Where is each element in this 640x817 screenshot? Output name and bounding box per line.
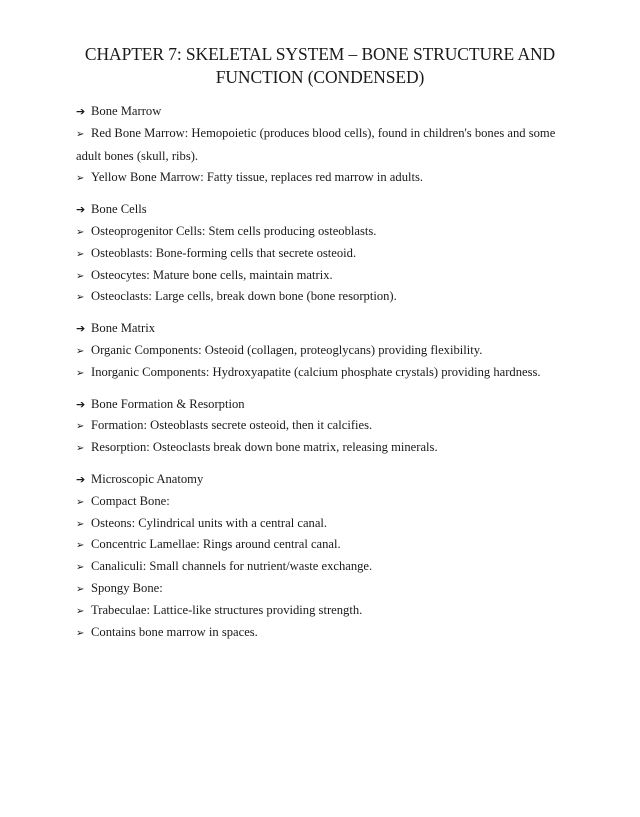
bullet-arrowhead-icon: ➢ — [76, 270, 85, 282]
bullet-arrowhead-icon: ➢ — [76, 627, 85, 639]
section-heading — [76, 469, 596, 491]
arrow-right-icon: ➔ — [76, 322, 86, 336]
arrow-right-icon: ➔ — [76, 397, 86, 411]
list-item-text: Organic Components: Osteoid (collagen, proteoglycans) providing flexibility. — [91, 342, 483, 357]
list-item — [76, 167, 596, 189]
list-item-text: Spongy Bone: — [91, 580, 163, 595]
section — [76, 394, 596, 459]
bullet-arrowhead-icon: ➢ — [76, 443, 85, 455]
section-heading-text: Microscopic Anatomy — [91, 471, 204, 486]
bullet-arrowhead-icon: ➢ — [76, 583, 85, 595]
list-item — [76, 556, 596, 578]
section-heading — [76, 199, 596, 221]
title-line-1: CHAPTER 7: SKELETAL SYSTEM – BONE STRUCTURE AND — [84, 44, 556, 64]
list-item — [76, 622, 596, 644]
section-heading-text: Bone Marrow — [91, 104, 162, 118]
bullet-arrowhead-icon: ➢ — [76, 292, 85, 304]
list-item — [76, 221, 596, 243]
bullet-arrowhead-icon: ➢ — [76, 496, 85, 508]
list-item — [76, 340, 596, 362]
bullet-arrowhead-icon: ➢ — [76, 540, 85, 552]
list-item-text: Formation: Osteoblasts secrete osteoid, then it calcifies. — [91, 418, 373, 433]
arrow-right-icon: ➔ — [76, 203, 86, 217]
list-item — [76, 491, 596, 513]
list-item-text: Red Bone Marrow: Hemopoietic (produces blood cells), found in children's bones and some adult bones (skull, ribs). — [76, 125, 556, 163]
section-heading — [76, 101, 596, 123]
title-line-2: FUNCTION (CONDENSED) — [215, 67, 425, 87]
bullet-arrowhead-icon: ➢ — [76, 128, 85, 140]
list-item — [76, 286, 596, 308]
section-heading-text: Bone Formation & Resorption — [91, 396, 245, 411]
list-item-text: Osteocytes: Mature bone cells, maintain matrix. — [91, 267, 333, 282]
list-item-text: Osteoblasts: Bone-forming cells that secrete osteoid. — [91, 245, 357, 260]
section — [76, 101, 596, 189]
document-body — [76, 101, 596, 653]
section — [76, 469, 596, 643]
section — [76, 199, 596, 308]
list-item — [76, 513, 596, 535]
list-item-text: Osteons: Cylindrical units with a central canal. — [91, 515, 328, 530]
list-item-text: Canaliculi: Small channels for nutrient/waste exchange. — [91, 559, 373, 574]
bullet-arrowhead-icon: ➢ — [76, 248, 85, 260]
list-item — [76, 578, 596, 600]
page-title — [60, 43, 580, 89]
section-heading-text: Bone Cells — [91, 202, 147, 217]
list-item-text: Resorption: Osteoclasts break down bone matrix, releasing minerals. — [91, 440, 438, 455]
bullet-arrowhead-icon: ➢ — [76, 367, 85, 379]
list-item-text: Inorganic Components: Hydroxyapatite (calcium phosphate crystals) providing hardness. — [91, 364, 541, 379]
list-item — [76, 265, 596, 287]
list-item-text: Contains bone marrow in spaces. — [91, 624, 258, 639]
list-item — [76, 600, 596, 622]
list-item-text: Concentric Lamellae: Rings around central canal. — [91, 537, 341, 552]
arrow-right-icon: ➔ — [76, 105, 86, 118]
section-heading-text: Bone Matrix — [91, 321, 156, 336]
list-item-text: Trabeculae: Lattice-like structures providing strength. — [91, 602, 363, 617]
bullet-arrowhead-icon: ➢ — [76, 173, 85, 185]
list-item — [76, 362, 596, 384]
list-item — [76, 123, 576, 168]
list-item — [76, 415, 596, 437]
list-item-text: Compact Bone: — [91, 493, 170, 508]
bullet-arrowhead-icon: ➢ — [76, 518, 85, 530]
list-item — [76, 534, 596, 556]
bullet-arrowhead-icon: ➢ — [76, 562, 85, 574]
bullet-arrowhead-icon: ➢ — [76, 345, 85, 357]
list-item-text: Osteoprogenitor Cells: Stem cells producing osteoblasts. — [91, 223, 377, 238]
arrow-right-icon: ➔ — [76, 472, 86, 486]
list-item-text: Yellow Bone Marrow: Fatty tissue, replaces red marrow in adults. — [91, 170, 424, 185]
bullet-arrowhead-icon: ➢ — [76, 605, 85, 617]
section — [76, 318, 596, 383]
section-heading — [76, 394, 596, 416]
list-item — [76, 243, 596, 265]
bullet-arrowhead-icon: ➢ — [76, 421, 85, 433]
list-item-text: Osteoclasts: Large cells, break down bone (bone resorption). — [91, 289, 397, 304]
list-item — [76, 437, 596, 459]
bullet-arrowhead-icon: ➢ — [76, 226, 85, 238]
section-heading — [76, 318, 596, 340]
